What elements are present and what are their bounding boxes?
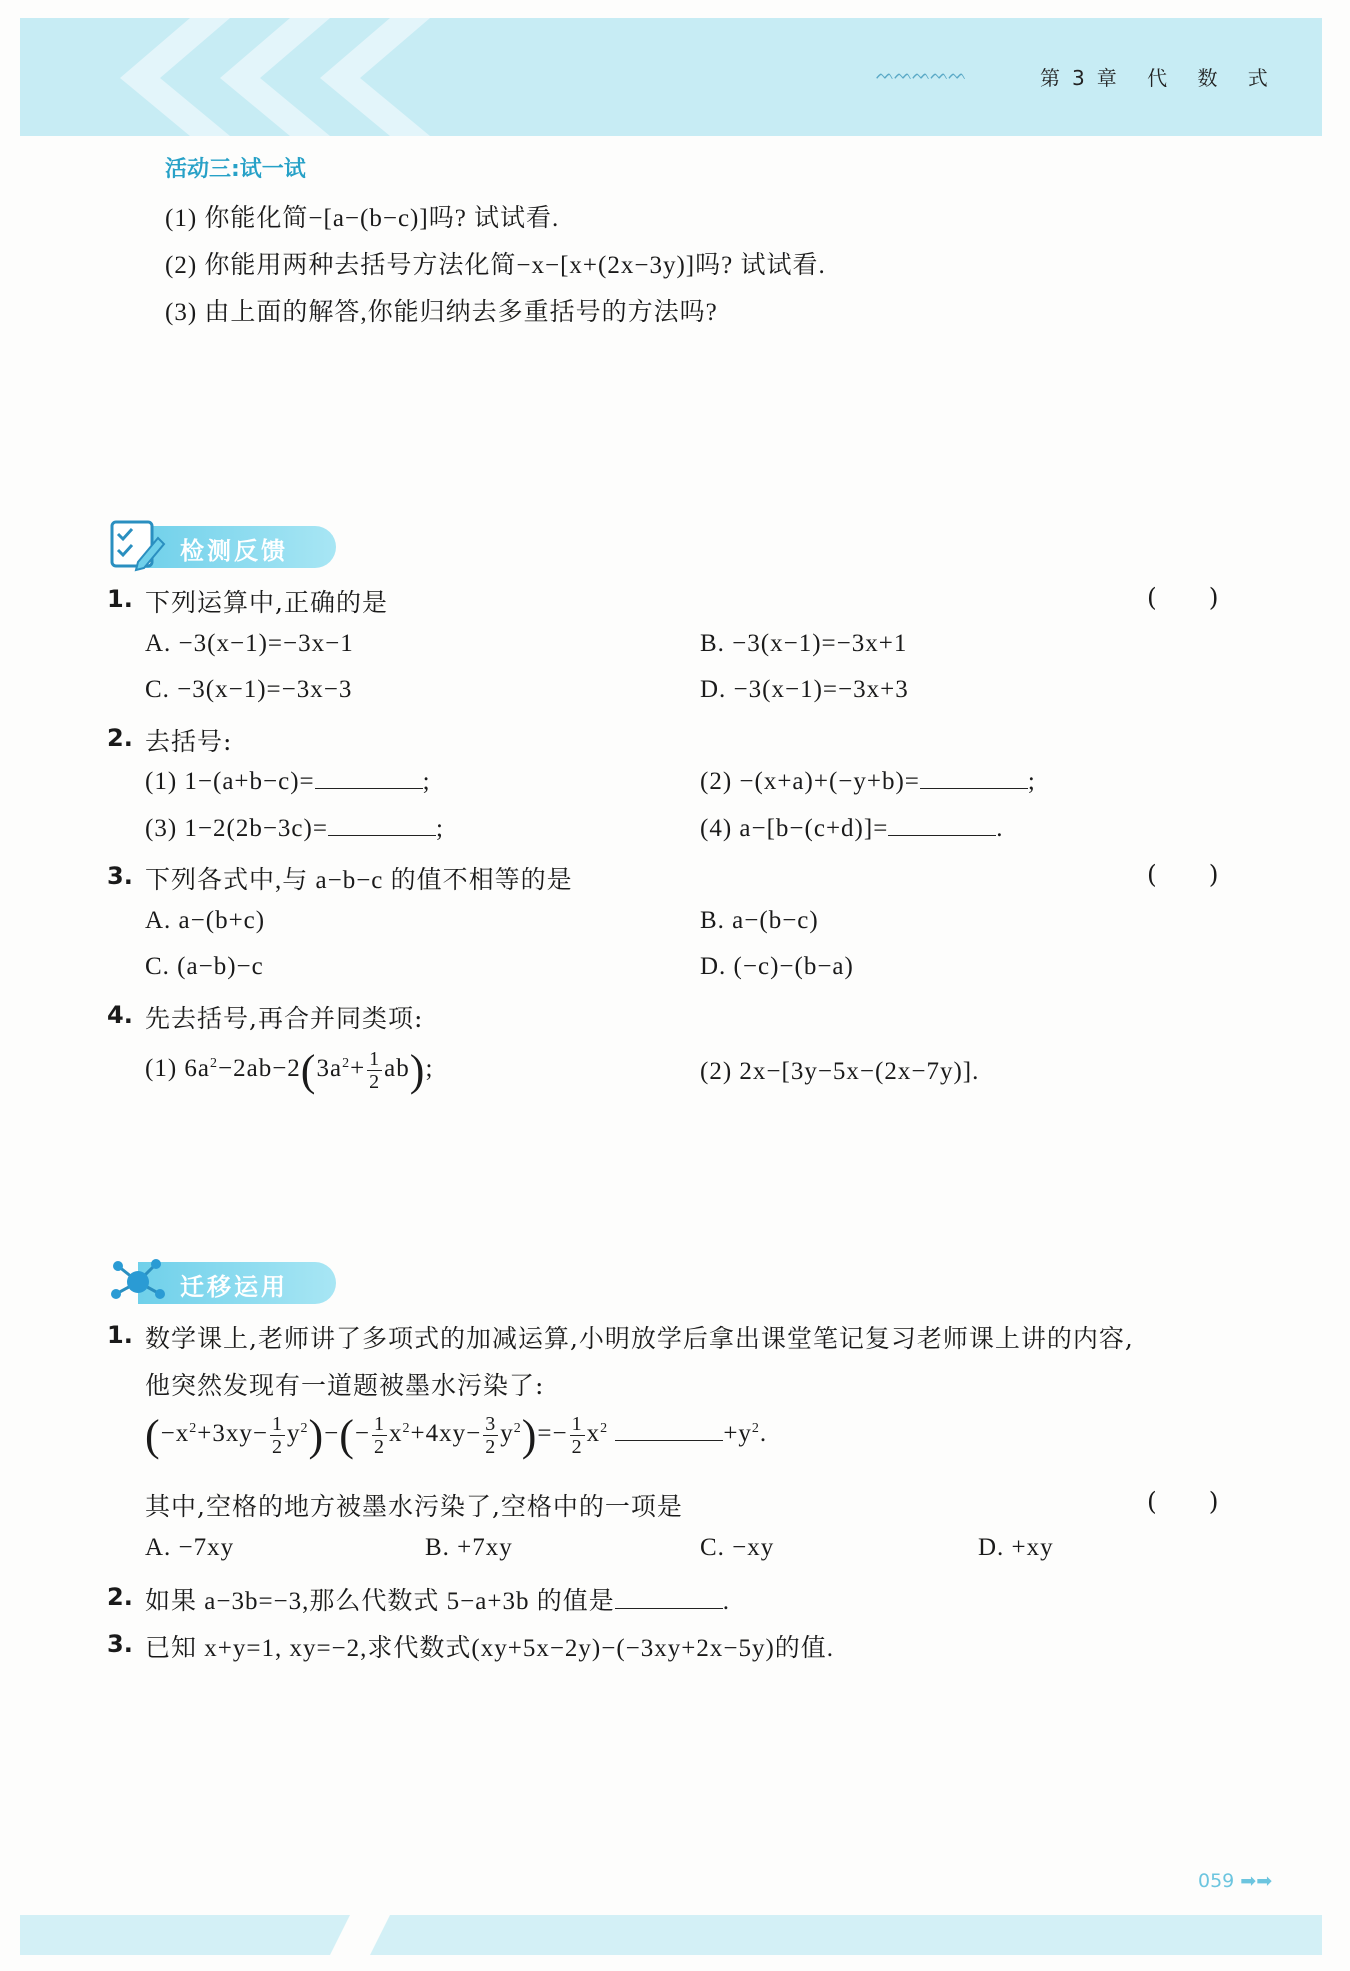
- choice-a: A. a−(b+c): [145, 907, 266, 934]
- section-title: 检测反馈: [180, 537, 288, 565]
- exponent: 2: [513, 1420, 522, 1436]
- expr-part: ab: [384, 1055, 410, 1083]
- denominator: 2: [369, 1071, 381, 1093]
- exponent: 2: [342, 1055, 351, 1071]
- fraction: [367, 1048, 382, 1093]
- problem-stem: 先去括号,再合并同类项:: [145, 1004, 424, 1033]
- problem-number: 3.: [107, 862, 133, 890]
- expr-end: .: [759, 1420, 768, 1448]
- problem-text-line: 其中,空格的地方被墨水污染了,空格中的一项是: [145, 1492, 683, 1521]
- choice-c: C. −3(x−1)=−3x−3: [145, 676, 353, 703]
- denominator: 2: [271, 1436, 283, 1458]
- fill-item-end: ;: [435, 815, 444, 842]
- denominator: 2: [571, 1436, 583, 1458]
- choice-b: B. a−(b−c): [700, 907, 819, 934]
- answer-blank[interactable]: [920, 770, 1028, 789]
- expr-part: y: [500, 1420, 514, 1448]
- expr-part: +4xy−: [410, 1420, 482, 1448]
- choice-a: A. −3(x−1)=−3x−1: [145, 630, 354, 657]
- fill-item-text: (3) 1−2(2b−3c)=: [145, 815, 328, 842]
- answer-blank[interactable]: [315, 770, 423, 789]
- fill-item-end: ;: [422, 768, 431, 795]
- expression-2: (2) 2x−[3y−5x−(2x−7y)].: [700, 1058, 980, 1085]
- stem-end: .: [722, 1588, 730, 1615]
- fraction: [570, 1413, 585, 1458]
- exponent: 2: [210, 1055, 218, 1071]
- exponent: 2: [600, 1420, 609, 1436]
- answer-blank[interactable]: [615, 1590, 723, 1609]
- choice-b: B. −3(x−1)=−3x+1: [700, 630, 908, 657]
- problem-stem: [145, 1581, 730, 1617]
- section-badge-application: [108, 1254, 348, 1304]
- problem-stem: 下列运算中,正确的是: [145, 588, 388, 617]
- numerator: 1: [271, 1413, 283, 1435]
- expr-part: x: [389, 1420, 403, 1448]
- choice-c: C. (a−b)−c: [145, 953, 264, 980]
- fill-item-text: (1) 1−(a+b−c)=: [145, 768, 315, 795]
- answer-blank[interactable]: [888, 817, 996, 836]
- fraction: [270, 1413, 285, 1458]
- activity-question-1: (1) 你能化简−[a−(b−c)]吗? 试试看.: [165, 205, 560, 232]
- checklist-icon: [108, 518, 168, 574]
- fill-item-end: .: [996, 815, 1004, 842]
- problem-text-line: 数学课上,老师讲了多项式的加减运算,小明放学后拿出课堂笔记复习老师课上讲的内容,: [145, 1324, 1134, 1353]
- fill-item-text: (2) −(x+a)+(−y+b)=: [700, 768, 920, 795]
- page-number: 059 ➡➡: [1198, 1870, 1273, 1892]
- exponent: 2: [300, 1420, 309, 1436]
- expr-part: x: [586, 1420, 601, 1448]
- problem-stem: 下列各式中,与 a−b−c 的值不相等的是: [145, 867, 573, 894]
- left-paren: (: [145, 1411, 161, 1460]
- problem-number: 1.: [107, 585, 133, 613]
- expr-end: ;: [425, 1055, 434, 1083]
- answer-bracket: ( ): [1147, 860, 1241, 889]
- fill-item-text: (4) a−[b−(c+d)]=: [700, 815, 889, 842]
- numerator: 1: [369, 1048, 381, 1070]
- footer-chevron-icon: [20, 1915, 420, 1955]
- choice-c: C. −xy: [700, 1534, 775, 1561]
- fill-item-1: [145, 768, 431, 796]
- answer-blank[interactable]: [615, 1422, 723, 1441]
- fill-item-2: [700, 768, 1036, 796]
- left-paren: (: [339, 1411, 355, 1460]
- denominator: 2: [374, 1436, 385, 1458]
- right-paren: ): [308, 1411, 325, 1460]
- expr-part: (1) 6a: [145, 1055, 210, 1083]
- fraction: [483, 1413, 498, 1458]
- section-badge-feedback: [108, 518, 348, 568]
- answer-bracket: ( ): [1147, 583, 1241, 612]
- expr-part: 3a: [316, 1055, 343, 1083]
- choice-d: D. (−c)−(b−a): [700, 953, 854, 980]
- expr-part: −: [354, 1420, 370, 1448]
- fill-item-end: ;: [1027, 768, 1036, 795]
- expr-part: −2ab−2: [218, 1055, 301, 1083]
- choice-d: D. +xy: [978, 1534, 1054, 1561]
- section-title: 迁移运用: [180, 1273, 288, 1301]
- expr-part: +y: [723, 1420, 752, 1448]
- fraction: [372, 1413, 387, 1458]
- denominator: 2: [485, 1436, 497, 1458]
- choice-d: D. −3(x−1)=−3x+3: [700, 676, 909, 703]
- numerator: 1: [571, 1413, 583, 1435]
- numerator: 1: [374, 1413, 385, 1435]
- stem-text: 如果 a−3b=−3,那么代数式 5−a+3b 的值是: [145, 1588, 615, 1615]
- numerator: 3: [485, 1413, 497, 1435]
- problem-number: 4.: [107, 1001, 133, 1029]
- right-paren: ): [521, 1411, 538, 1460]
- activity-title: 活动三:试一试: [165, 157, 306, 182]
- fill-item-3: [145, 815, 444, 843]
- answer-bracket: ( ): [1147, 1487, 1241, 1516]
- exponent: 2: [751, 1420, 760, 1436]
- choice-a: A. −7xy: [145, 1534, 235, 1561]
- problem-number: 2.: [107, 724, 133, 752]
- ink-equation: [145, 1410, 767, 1461]
- problem-text-line: 他突然发现有一道题被墨水污染了:: [145, 1371, 545, 1400]
- expr-part: −x: [160, 1420, 190, 1448]
- exponent: 2: [189, 1420, 198, 1436]
- activity-question-3: (3) 由上面的解答,你能归纳去多重括号的方法吗?: [165, 299, 718, 326]
- choice-b: B. +7xy: [425, 1534, 513, 1561]
- expression-1: [145, 1045, 433, 1096]
- problem-number: 2.: [107, 1583, 133, 1611]
- left-paren: (: [300, 1046, 317, 1095]
- answer-blank[interactable]: [328, 817, 436, 836]
- activity-question-2: (2) 你能用两种去括号方法化简−x−[x+(2x−3y)]吗? 试试看.: [165, 252, 826, 279]
- exponent: 2: [402, 1420, 411, 1436]
- chapter-title: 第3章 代 数 式: [1040, 66, 1280, 90]
- expr-part: =−: [537, 1420, 568, 1448]
- mountain-ornament-icon: ᨓᨓᨓᨓᨓ: [876, 64, 967, 83]
- expr-part: y: [286, 1420, 301, 1448]
- fill-item-4: [700, 815, 1004, 843]
- right-paren: ): [409, 1046, 426, 1095]
- expr-part: +: [350, 1055, 366, 1083]
- chevron-decoration-icon: [100, 18, 460, 138]
- expr-part: −: [324, 1420, 340, 1448]
- molecule-icon: [108, 1254, 170, 1310]
- problem-number: 3.: [107, 1630, 133, 1658]
- problem-stem: 去括号:: [145, 727, 233, 756]
- problem-stem: 已知 x+y=1, xy=−2,求代数式(xy+5x−2y)−(−3xy+2x−5y)的值.: [145, 1635, 835, 1662]
- expr-part: +3xy−: [197, 1420, 268, 1448]
- problem-number: 1.: [107, 1321, 133, 1349]
